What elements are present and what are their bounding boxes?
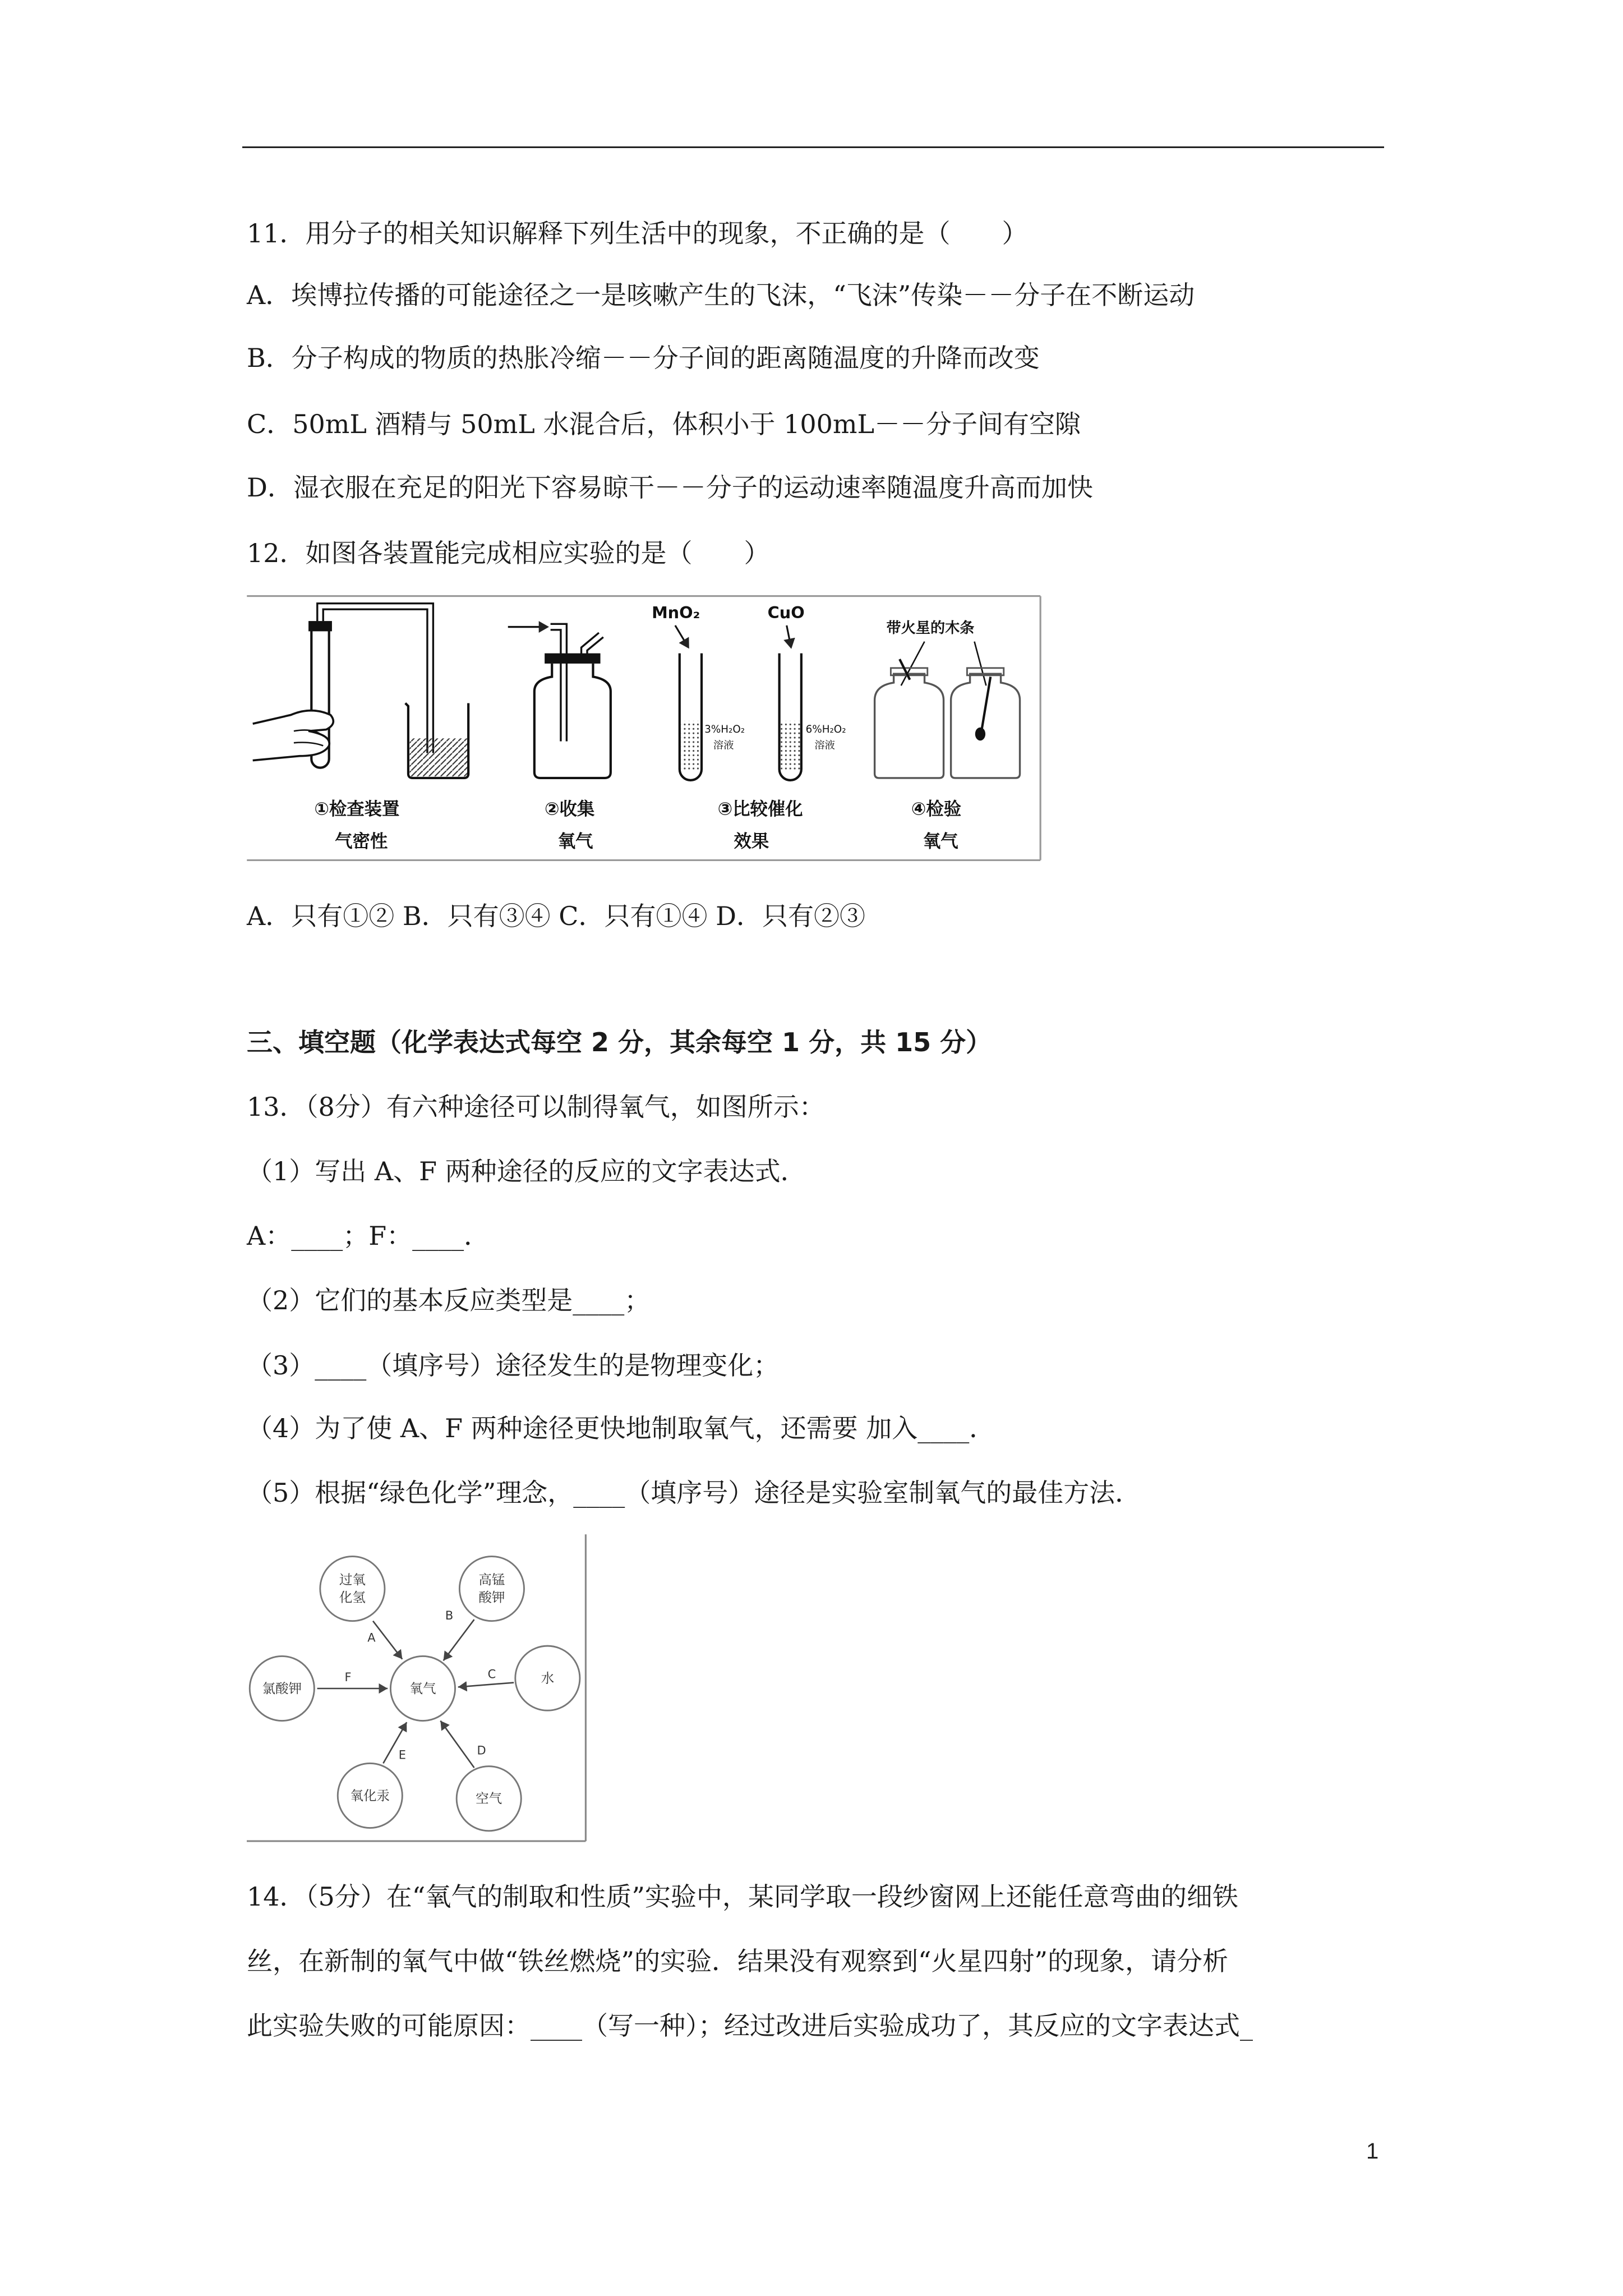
- source-water-label: 水: [541, 1670, 555, 1686]
- q13-part-5: （5）根据“绿色化学”理念，____（填序号）途径是实验室制氧气的最佳方法．: [247, 1478, 1141, 1508]
- route-c-arrow: [458, 1683, 514, 1687]
- section-3-heading: 三、填空题（化学表达式每空 2 分，其余每空 1 分，共 15 分）: [247, 1027, 992, 1057]
- gas-jar-right: [951, 674, 1020, 778]
- beaker-water: [410, 738, 469, 776]
- reagent-right-label: CuO: [767, 602, 805, 622]
- reagent-left-label: MnO₂: [652, 602, 700, 622]
- caption-3-line-2: 效果: [734, 831, 769, 852]
- solution-right-unit: 溶液: [814, 739, 835, 752]
- route-a-label: A: [367, 1631, 376, 1645]
- route-d-label: D: [477, 1743, 486, 1757]
- delivery-tube-inner: [323, 609, 427, 753]
- solution-right-liquid: [781, 721, 801, 771]
- solution-left-liquid: [681, 721, 702, 771]
- source-mercury-oxide-label: 氧化汞: [350, 1787, 390, 1803]
- delivery-tube: [317, 604, 434, 753]
- q12-choices: A．只有①② B．只有③④ C．只有①④ D．只有②③: [247, 901, 865, 931]
- q11-option-b: B．分子构成的物质的热胀冷缩－－分子间的距离随温度的升降而改变: [247, 343, 1040, 373]
- splint-pointer-left: [901, 642, 925, 685]
- caption-4-line-2: 氧气: [923, 831, 958, 852]
- header-rule: [242, 146, 1384, 148]
- caption-1-line-1: ①检查装置: [314, 799, 400, 820]
- bottle-stopper: [545, 654, 600, 664]
- reagent-left-arrow: [675, 625, 689, 647]
- route-e-label: E: [398, 1748, 406, 1762]
- source-potassium-permanganate-label-1: 高锰: [478, 1572, 505, 1588]
- glowing-splint-tip: [975, 728, 985, 741]
- source-potassium-permanganate-label-2: 酸钾: [478, 1589, 505, 1605]
- gas-jar-left: [875, 674, 944, 778]
- q14-line-2: 丝，在新制的氧气中做“铁丝燃烧”的实验．结果没有观察到“火星四射”的现象，请分析: [247, 1946, 1229, 1976]
- q13-part-1: （1）写出 A、F 两种途径的反应的文字表达式．: [247, 1156, 806, 1186]
- source-hydrogen-peroxide-label-2: 化氢: [339, 1589, 366, 1605]
- q13-part-1-blanks: A：____；F：____．: [247, 1221, 490, 1251]
- splint-label: 带火星的木条: [886, 620, 975, 637]
- caption-1-line-2: 气密性: [335, 831, 388, 852]
- gas-bottle: [534, 664, 611, 778]
- route-d-arrow: [440, 1721, 474, 1768]
- source-potassium-permanganate: [459, 1557, 524, 1621]
- q13-part-3: （3）____（填序号）途径发生的是物理变化；: [247, 1350, 780, 1381]
- q13-stem: 13．（8分）有六种途径可以制得氧气，如图所示：: [247, 1092, 825, 1122]
- solution-left-unit: 溶液: [713, 739, 734, 752]
- solution-right-label: 6%H₂O₂: [805, 723, 846, 735]
- q12-apparatus-figure: [247, 595, 1042, 862]
- solution-left-label: 3%H₂O₂: [704, 723, 745, 735]
- route-a-arrow: [373, 1621, 402, 1659]
- route-b-label: B: [445, 1609, 454, 1623]
- q12-apparatus-svg: [247, 595, 1042, 862]
- splint-left: [900, 659, 910, 680]
- source-hydrogen-peroxide-label-1: 过氧: [339, 1572, 366, 1588]
- q12-stem: 12．如图各装置能完成相应实验的是（ ）: [247, 538, 770, 568]
- splint-pointer-right: [974, 642, 986, 685]
- panel-collect-oxygen: [508, 624, 611, 778]
- caption-3-line-1: ③比较催化: [717, 799, 803, 820]
- panel-airtightness-check: [253, 604, 468, 778]
- caption-2-line-2: 氧气: [557, 831, 593, 852]
- q14-line-1: 14．（5分）在“氧气的制取和性质”实验中，某同学取一段纱窗网上还能任意弯曲的细铁: [247, 1881, 1238, 1912]
- reagent-right-arrow: [787, 625, 791, 647]
- q13-part-4: （4）为了使 A、F 两种途径更快地制取氧气，还需要 加入____．: [247, 1413, 995, 1443]
- stopper: [308, 621, 332, 631]
- product-oxygen-label: 氧气: [409, 1680, 436, 1696]
- panel-compare-catalysis: [652, 603, 846, 780]
- q14-line-3: 此实验失败的可能原因：____（写一种）；经过改进后实验成功了，其反应的文字表达式_: [247, 2010, 1253, 2041]
- source-potassium-chlorate-label: 氯酸钾: [262, 1680, 302, 1696]
- q11-option-a: A．埃博拉传播的可能途径之一是咳嗽产生的飞沫，“飞沫”传染－－分子在不断运动: [247, 280, 1195, 310]
- route-f-label: F: [344, 1670, 352, 1684]
- route-c-label: C: [487, 1667, 496, 1681]
- source-hydrogen-peroxide: [320, 1557, 385, 1621]
- q11-option-d: D．湿衣服在充足的阳光下容易晾干－－分子的运动速率随温度升高而加快: [247, 472, 1093, 503]
- source-air-label: 空气: [476, 1791, 502, 1807]
- q11-stem: 11．用分子的相关知识解释下列生活中的现象，不正确的是（ ）: [247, 218, 1028, 249]
- panel-test-oxygen: [875, 619, 1020, 778]
- hand: [253, 711, 334, 761]
- q11-option-c: C．50mL 酒精与 50mL 水混合后，体积小于 100mL－－分子间有空隙: [247, 409, 1081, 439]
- caption-4-line-1: ④检验: [911, 799, 962, 820]
- inlet-tube: [551, 624, 567, 741]
- page-number: 1: [1366, 2139, 1379, 2164]
- route-b-arrow: [444, 1619, 474, 1660]
- inlet-tube-inner: [551, 630, 561, 742]
- q13-oxygen-routes-figure: [247, 1534, 587, 1843]
- q13-oxygen-routes-svg: [247, 1534, 587, 1843]
- caption-2-line-1: ②收集: [544, 799, 595, 820]
- q13-part-2: （2）它们的基本反应类型是____；: [247, 1285, 651, 1315]
